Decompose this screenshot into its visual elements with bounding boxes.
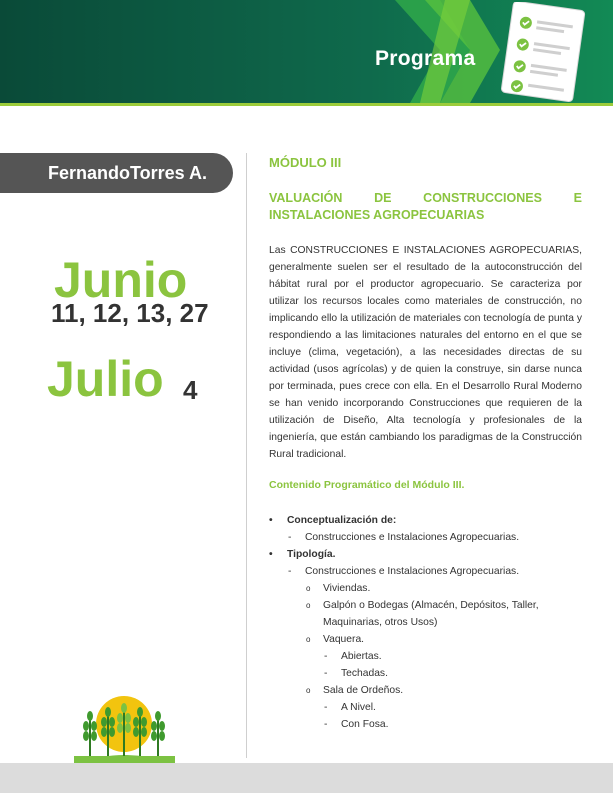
bullet-marker: •	[269, 549, 273, 560]
outline-item	[269, 563, 582, 580]
outline-item	[269, 597, 582, 631]
bullet-marker: o	[306, 686, 311, 695]
month-june: Junio	[54, 252, 188, 308]
footer-bar	[0, 763, 613, 793]
subtitle-line-2: INSTALACIONES AGROPECUARIAS	[269, 208, 485, 222]
bullet-marker: -	[324, 651, 328, 662]
outline-text: A Nivel.	[341, 702, 376, 713]
subtitle-word: VALUACIÓN	[269, 191, 343, 205]
outline-text: Vaquera.	[323, 634, 365, 645]
bullet-marker: -	[288, 566, 292, 577]
outline-text: Viviendas.	[323, 583, 371, 594]
module-description: Las CONSTRUCCIONES E INSTALACIONES AGROPECUARIAS, generalmente suelen ser el resultado de la autoconstrucción del hábitat rural por el productor agropecuario. Se caracteriza por utilizar los recursos locales como materiales de construcción, no implicando ello la utilización de materiales con tecnología de punta y respondiendo a las limitaciones naturales del entorno en el que se incluye (clima, vegetación), a las necesidades directas de su actividad (usos agrícolas) y de quien la construye, sin darse nunca por terminada, pues crece con ella. En el Desarrollo Rural Moderno se han venido incorporando Construcciones que requieren de la utilización de Diseño, Alta tecnología y profesionales de la ingeniería, que están cambiando los paradigmas de la Construcción Rural tradicional.	[269, 245, 582, 460]
outline-text: Con Fosa.	[341, 719, 389, 730]
column-divider	[246, 153, 247, 758]
bullet-marker: o	[306, 635, 311, 644]
bullet-marker: -	[324, 668, 328, 679]
outline-text: Construcciones e Instalaciones Agropecuarias.	[305, 532, 520, 543]
bullet-marker: -	[288, 532, 292, 543]
outline-item	[269, 512, 582, 529]
subtitle-word: CONSTRUCCIONES	[423, 191, 542, 205]
outline-item	[269, 648, 582, 665]
outline-text: Tipología.	[287, 549, 336, 560]
module-subtitle	[269, 190, 582, 224]
module-content	[269, 155, 582, 733]
bullet-marker: •	[269, 515, 273, 526]
outline-item	[269, 546, 582, 563]
bullet-marker: -	[324, 702, 328, 713]
instructor-name: FernandoTorres A.	[0, 153, 233, 193]
outline-text: Sala de Ordeños.	[323, 685, 404, 696]
days-june: 11, 12, 13, 27	[51, 298, 209, 328]
bullet-marker: o	[306, 584, 311, 593]
header-banner	[0, 0, 613, 103]
agro-logo-icon	[72, 688, 177, 766]
header-underline	[0, 103, 613, 106]
outline-text: Construcciones e Instalaciones Agropecuarias.	[305, 566, 520, 577]
header-title: Programa	[375, 47, 476, 70]
days-july: 4	[183, 375, 198, 405]
content-outline	[269, 512, 582, 733]
outline-item	[269, 682, 582, 699]
month-july: Julio	[47, 351, 164, 407]
outline-item	[269, 580, 582, 597]
outline-item	[269, 631, 582, 648]
outline-text: Techadas.	[341, 668, 388, 679]
content-title: Contenido Programático del Módulo III.	[269, 479, 465, 491]
outline-item	[269, 665, 582, 682]
outline-text: Galpón o Bodegas (Almacén, Depósitos, Taller, Maquinarias, otros Usos)	[323, 600, 539, 628]
module-title: MÓDULO III	[269, 155, 342, 170]
outline-item	[269, 529, 582, 546]
bullet-marker: o	[306, 601, 311, 610]
outline-text: Conceptualización de:	[287, 515, 397, 526]
subtitle-word: E	[573, 191, 582, 205]
bullet-marker: -	[324, 719, 328, 730]
subtitle-word: DE	[374, 191, 392, 205]
outline-item	[269, 716, 582, 733]
checklist-icon	[487, 2, 607, 103]
outline-text: Abiertas.	[341, 651, 382, 662]
outline-item	[269, 699, 582, 716]
